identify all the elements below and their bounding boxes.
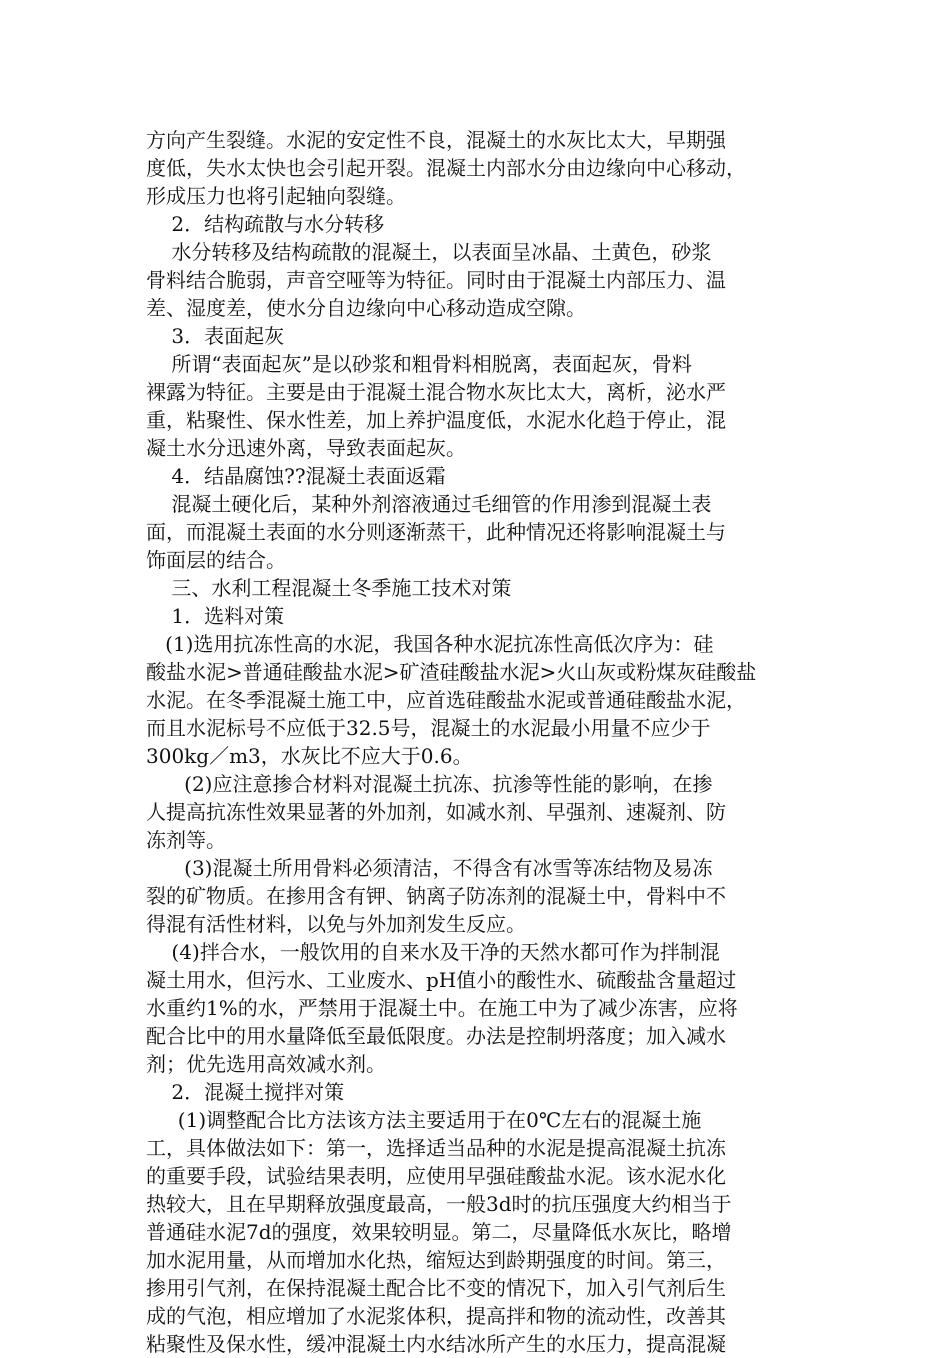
text-line: 300kg／m3，水灰比不应大于0.6。 [146, 744, 473, 768]
text-line: 2．混凝土搅拌对策 [146, 1080, 345, 1104]
text-line: 面，而混凝土表面的水分则逐渐蒸干，此种情况还将影响混凝土与 [146, 520, 726, 544]
text-line: (1)选用抗冻性高的水泥，我国各种水泥抗冻性高低次序为：硅 [146, 632, 714, 656]
text-line: 形成压力也将引起轴向裂缝。 [146, 184, 406, 208]
text-line: 人提高抗冻性效果显著的外加剂，如减水剂、早强剂、速凝剂、防 [146, 800, 726, 824]
text-line: 凝土用水，但污水、工业废水、pH值小的酸性水、硫酸盐含量超过 [146, 968, 737, 992]
text-line: 工，具体做法如下：第一，选择适当品种的水泥是提高混凝土抗冻 [146, 1136, 726, 1160]
text-line: 3．表面起灰 [146, 324, 285, 348]
text-line: (4)拌合水，一般饮用的自来水及干净的天然水都可作为拌制混 [146, 940, 720, 964]
text-line: 三、水利工程混凝土冬季施工技术对策 [146, 576, 512, 600]
text-line: 得混有活性材料，以免与外加剂发生反应。 [146, 912, 526, 936]
text-line: 的重要手段，试验结果表明，应使用早强硅酸盐水泥。该水泥水化 [146, 1164, 726, 1188]
text-line: 凝土水分迅速外离，导致表面起灰。 [146, 436, 466, 460]
text-line: 裂的矿物质。在掺用含有钾、钠离子防冻剂的混凝土中，骨料中不 [146, 884, 726, 908]
text-line: 水分转移及结构疏散的混凝土，以表面呈冰晶、土黄色，砂浆 [146, 240, 712, 264]
text-line: 粘聚性及保水性，缓冲混凝土内水结冰所产生的水压力，提高混凝 [146, 1332, 726, 1356]
text-line: 配合比中的用水量降低至最低限度。办法是控制坍落度；加入减水 [146, 1024, 726, 1048]
text-line: 热较大，且在早期释放强度最高，一般3d时的抗压强度大约相当于 [146, 1192, 732, 1216]
text-line: 饰面层的结合。 [146, 548, 286, 572]
text-line: 4．结晶腐蚀??混凝土表面返霜 [146, 464, 446, 488]
text-line: 水重约1%的水，严禁用于混凝土中。在施工中为了减少冻害，应将 [146, 996, 738, 1020]
text-line: 加水泥用量，从而增加水化热，缩短达到龄期强度的时间。第三， [146, 1248, 726, 1272]
text-line: 普通硅水泥7d的强度，效果较明显。第二，尽量降低水灰比，略增 [146, 1220, 732, 1244]
text-line: 裸露为特征。主要是由于混凝土混合物水灰比太大，离析，泌水严 [146, 380, 726, 404]
text-line: (3)混凝土所用骨料必须清洁，不得含有冰雪等冻结物及易冻 [146, 856, 713, 880]
text-line: 所谓“表面起灰”是以砂浆和粗骨料相脱离，表面起灰，骨料 [146, 352, 692, 376]
text-line: 剂；优先选用高效减水剂。 [146, 1052, 386, 1076]
text-line: 度低，失水太快也会引起开裂。混凝土内部水分由边缘向中心移动， [146, 156, 746, 180]
text-line: 水泥。在冬季混凝土施工中，应首选硅酸盐水泥或普通硅酸盐水泥， [146, 688, 746, 712]
document-page [146, 126, 806, 1358]
text-line: 1．选料对策 [146, 604, 285, 628]
text-line: 差、湿度差，使水分自边缘向中心移动造成空隙。 [146, 296, 586, 320]
text-line: (1)调整配合比方法该方法主要适用于在0℃左右的混凝土施 [146, 1108, 702, 1132]
text-line: 而且水泥标号不应低于32.5号，混凝土的水泥最小用量不应少于 [146, 716, 711, 740]
text-line: 酸盐水泥>普通硅酸盐水泥>矿渣硅酸盐水泥>火山灰或粉煤灰硅酸盐 [146, 660, 757, 684]
text-line: 混凝土硬化后，某种外剂溶液通过毛细管的作用渗到混凝土表 [146, 492, 712, 516]
text-line: 成的气泡，相应增加了水泥浆体积，提高拌和物的流动性，改善其 [146, 1304, 726, 1328]
text-line: 掺用引气剂，在保持混凝土配合比不变的情况下，加入引气剂后生 [146, 1276, 726, 1300]
text-line: 2．结构疏散与水分转移 [146, 212, 385, 236]
text-line: (2)应注意掺合材料对混凝土抗冻、抗渗等性能的影响，在掺 [146, 772, 713, 796]
text-line: 骨料结合脆弱，声音空哑等为特征。同时由于混凝土内部压力、温 [146, 268, 726, 292]
text-line: 冻剂等。 [146, 828, 226, 852]
text-line: 方向产生裂缝。水泥的安定性不良，混凝土的水灰比太大，早期强 [146, 128, 726, 152]
text-line: 重，粘聚性、保水性差，加上养护温度低，水泥水化趋于停止，混 [146, 408, 726, 432]
